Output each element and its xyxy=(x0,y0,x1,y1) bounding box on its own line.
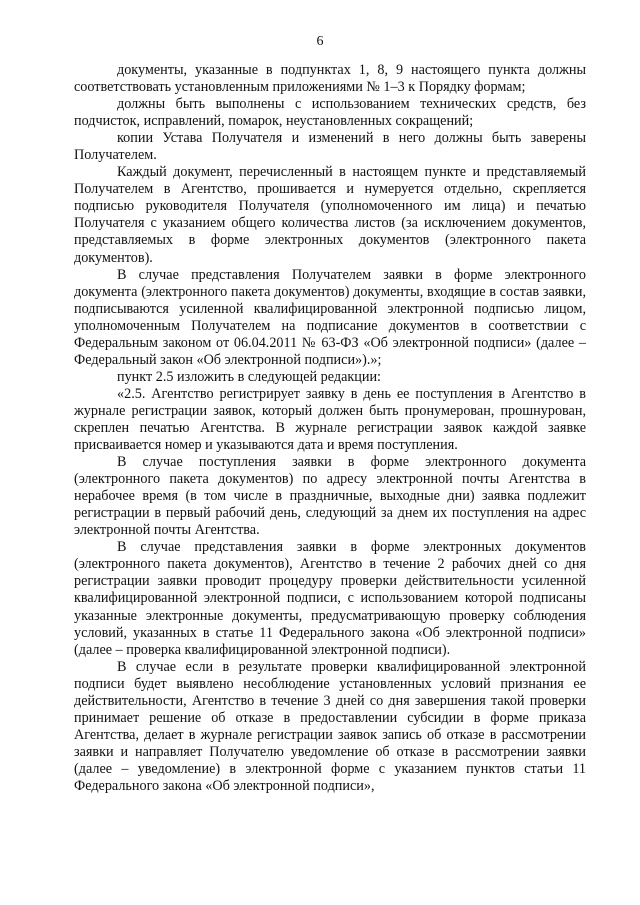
paragraph: «2.5. Агентство регистрирует заявку в день ее поступления в Агентство в журнале регистрации заявок, который должен быть пронумерован, прошнурован, скреплен печатью Агентства. В журнале регистрации заявок каждой заявке присваивается номер и указываются дата и время поступления. xyxy=(74,385,586,454)
paragraph: В случае если в результате проверки квалифицированной электронной подписи будет выявлено несоблюдение установленных условий признания ее действительности, Агентство в течение 3 дней со дня завершения такой проверки принимает решение об отказе в предоставлении субсидии в форме приказа Агентства, делает в журнале регистрации заявок запись об отказе в рассмотрении заявки и направляет Получателю уведомление об отказе в рассмотрении заявки (далее – уведомление) в электронной форме с указанием пунктов статьи 11 Федерального закона «Об электронной подписи», xyxy=(74,658,586,794)
paragraph: В случае представления Получателем заявки в форме электронного документа (электронного пакета документов) документы, входящие в состав заявки, подписываются усиленной квалифицированной электронной подписью лицом, уполномоченным Получателем на подписание документов в соответствии с Федеральным законом от 06.04.2011 № 63-ФЗ «Об электронной подписи» (далее – Федеральный закон «Об электронной подписи»).»; xyxy=(74,266,586,368)
paragraph: Каждый документ, перечисленный в настоящем пункте и представляемый Получателем в Агентство, прошивается и нумеруется отдельно, скрепляется подписью руководителя Получателя (уполномоченного им лица) и печатью Получателя с указанием общего количества листов (за исключением документов, представляемых в форме электронных документов (электронного пакета документов). xyxy=(74,164,586,266)
paragraph: пункт 2.5 изложить в следующей редакции: xyxy=(117,368,381,385)
paragraph: должны быть выполнены с использованием технических средств, без подчисток, исправлений, помарок, неустановленных сокращений; xyxy=(74,96,586,130)
paragraph: документы, указанные в подпунктах 1, 8, 9 настоящего пункта должны соответствовать установленным приложениями № 1–3 к Порядку формам; xyxy=(74,62,586,96)
page-number: 6 xyxy=(316,34,324,49)
paragraph: В случае представления заявки в форме электронных документов (электронного пакета документов), Агентство в течение 2 рабочих дней со дня регистрации заявки проводит процедуру проверки действительности усиленной квалифицированной электронной подписи, с использованием которой подписаны указанные электронные документы, предусматривающую проверку соблюдения условий, указанных в статье 11 Федерального закона «Об электронной подписи» (далее – проверка квалифицированной электронной подписи). xyxy=(74,539,586,658)
paragraph: копии Устава Получателя и изменений в него должны быть заверены Получателем. xyxy=(74,130,586,164)
document-body xyxy=(74,62,586,795)
paragraph: В случае поступления заявки в форме электронного документа (электронного пакета документов) по адресу электронной почты Агентства в нерабочее время (в том числе в праздничные, выходные дни) заявка подлежит регистрации в первый рабочий день, следующий за днем их поступления на адрес электронной почты Агентства. xyxy=(74,454,586,539)
